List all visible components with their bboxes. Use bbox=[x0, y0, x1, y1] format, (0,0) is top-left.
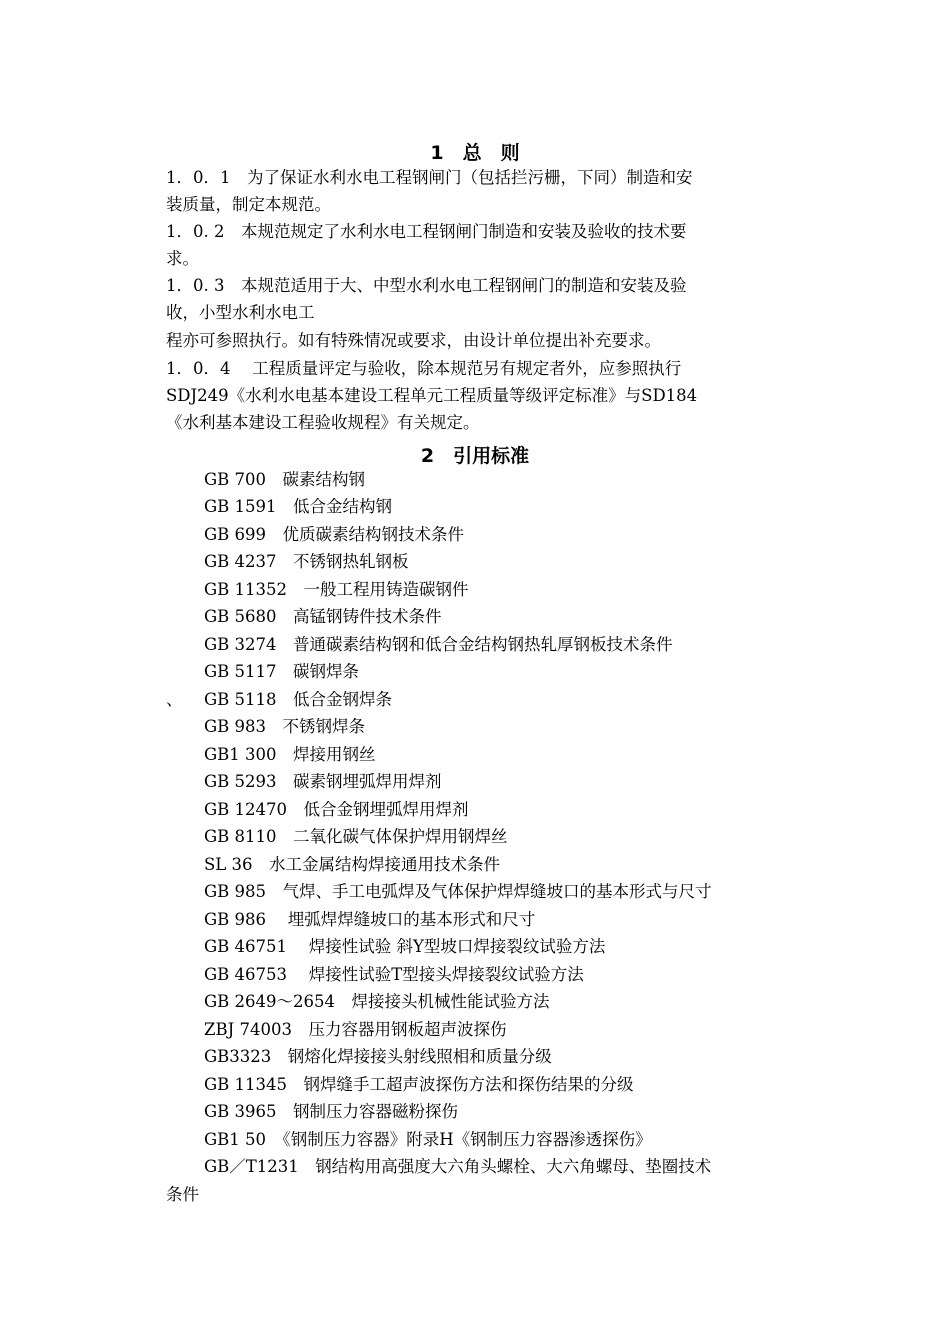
reference-item: GB 983 不锈钢焊条 bbox=[204, 717, 366, 736]
reference-item: GB 12470 低合金钢埋弧焊用焊剂 bbox=[204, 800, 469, 819]
section-2-heading: 2 引用标准 bbox=[420, 445, 530, 467]
section-1-heading: 1 总 则 bbox=[430, 142, 520, 164]
reference-item: GB1 300 焊接用钢丝 bbox=[204, 745, 376, 764]
reference-item: GB 1591 低合金结构钢 bbox=[204, 497, 393, 516]
reference-item: GB 3274 普通碳素结构钢和低合金结构钢热轧厚钢板技术条件 bbox=[204, 635, 673, 654]
reference-item-continuation: 条件 bbox=[166, 1185, 199, 1204]
para-line: 求。 bbox=[166, 249, 199, 268]
reference-item: GB1 50 《钢制压力容器》附录H《钢制压力容器渗透探伤》 bbox=[204, 1130, 652, 1149]
para-line: 1．0．4 工程质量评定与验收，除本规范另有规定者外，应参照执行 bbox=[166, 359, 682, 378]
reference-item: GB 5680 高锰钢铸件技术条件 bbox=[204, 607, 442, 626]
reference-item: GB 4237 不锈钢热轧钢板 bbox=[204, 552, 409, 571]
reference-item: GB 46751 焊接性试验 斜Y型坡口焊接裂纹试验方法 bbox=[204, 937, 606, 956]
reference-item: GB 5293 碳素钢埋弧焊用焊剂 bbox=[204, 772, 442, 791]
reference-item: GB 5118 低合金钢焊条 bbox=[204, 690, 393, 709]
reference-item: GB／T1231 钢结构用高强度大六角头螺栓、大六角螺母、垫圈技术 bbox=[204, 1157, 712, 1176]
stray-bullet-mark: 、 bbox=[166, 690, 183, 709]
para-line: 收，小型水利水电工 bbox=[166, 303, 315, 322]
reference-item: GB 700 碳素结构钢 bbox=[204, 470, 366, 489]
reference-item: GB 699 优质碳素结构钢技术条件 bbox=[204, 525, 465, 544]
reference-item: GB 11352 一般工程用铸造碳钢件 bbox=[204, 580, 469, 599]
para-line: SDJ249《水利水电基本建设工程单元工程质量等级评定标准》与SD184 bbox=[166, 386, 698, 405]
para-line: 1．0. 3 本规范适用于大、中型水利水电工程钢闸门的制造和安装及验 bbox=[166, 276, 687, 295]
reference-item: GB 985 气焊、手工电弧焊及气体保护焊焊缝坡口的基本形式与尺寸 bbox=[204, 882, 712, 901]
reference-item: GB 46753 焊接性试验T型接头焊接裂纹试验方法 bbox=[204, 965, 584, 984]
para-line: 1．0．1 为了保证水利水电工程钢闸门（包括拦污栅，下同）制造和安 bbox=[166, 168, 693, 187]
para-line: 《水利基本建设工程验收规程》有关规定。 bbox=[166, 413, 480, 432]
para-line: 装质量，制定本规范。 bbox=[166, 195, 331, 214]
reference-item: GB3323 钢熔化焊接接头射线照相和质量分级 bbox=[204, 1047, 552, 1066]
reference-item: GB 5117 碳钢焊条 bbox=[204, 662, 360, 681]
reference-item: GB 3965 钢制压力容器磁粉探伤 bbox=[204, 1102, 459, 1121]
reference-item: GB 2649～2654 焊接接头机械性能试验方法 bbox=[204, 992, 550, 1011]
reference-item: ZBJ 74003 压力容器用钢板超声波探伤 bbox=[204, 1020, 507, 1039]
reference-item: SL 36 水工金属结构焊接通用技术条件 bbox=[204, 855, 501, 874]
para-line: 程亦可参照执行。如有特殊情况或要求，由设计单位提出补充要求。 bbox=[166, 331, 661, 350]
reference-item: GB 8110 二氧化碳气体保护焊用钢焊丝 bbox=[204, 827, 508, 846]
para-line: 1．0. 2 本规范规定了水利水电工程钢闸门制造和安装及验收的技术要 bbox=[166, 222, 687, 241]
reference-item: GB 11345 钢焊缝手工超声波探伤方法和探伤结果的分级 bbox=[204, 1075, 634, 1094]
reference-item: GB 986 埋弧焊焊缝坡口的基本形式和尺寸 bbox=[204, 910, 536, 929]
